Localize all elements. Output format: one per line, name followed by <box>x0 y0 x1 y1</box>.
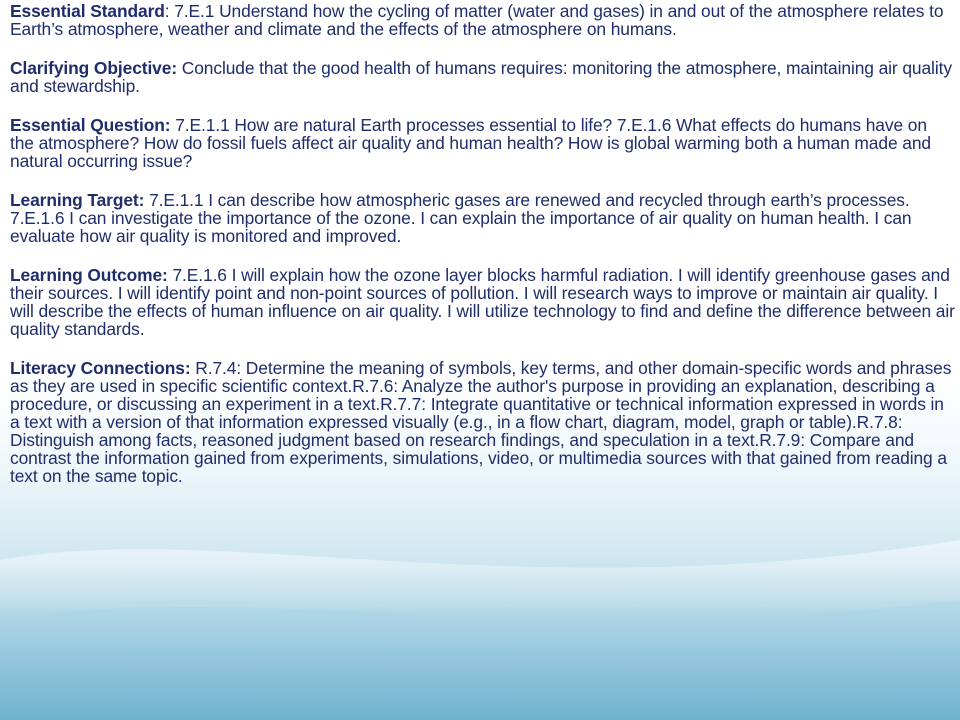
wave-highlight <box>0 540 960 620</box>
learning-outcome-label: Learning Outcome: <box>10 265 168 285</box>
clarifying-objective-paragraph <box>10 59 955 95</box>
essential-standard-paragraph <box>10 2 955 38</box>
literacy-connections-paragraph <box>10 359 955 485</box>
essential-standard-label: Essential Standard <box>10 1 165 21</box>
learning-outcome-paragraph <box>10 266 955 338</box>
learning-target-text: 7.E.1.1 I can describe how atmospheric gases are renewed and recycled through earth’s processes. 7.E.1.6 I can investigate the importance of the ozone. I can explain the importance of air quality on human health. I can evaluate how air quality is monitored and improved. <box>10 190 912 246</box>
clarifying-objective-label: Clarifying Objective: <box>10 58 178 78</box>
learning-target-paragraph <box>10 191 955 245</box>
essential-question-label: Essential Question: <box>10 115 171 135</box>
essential-question-paragraph <box>10 116 955 170</box>
essential-standard-separator: : <box>164 1 175 21</box>
learning-outcome-text: 7.E.1.6 I will explain how the ozone layer blocks harmful radiation. I will identify greenhouse gases and their sources. I will identify point and non-point sources of pollution. I will research ways to improve or maintain air quality. I will describe the effects of human influence on air quality. I will utilize technology to find and define the difference between air quality standards. <box>10 265 955 339</box>
literacy-connections-text: R.7.4: Determine the meaning of symbols, key terms, and other domain-specific words and phrases as they are used in specific scientific context.R.7.6: Analyze the author's purpose in providing an explanation, describing a procedure, or discussing an experiment in a text.R.7.7: Integrate quantitative or technical information expressed in words in a text with a version of that information expressed visually (e.g., in a flow chart, diagram, model, graph or table).R.7.8: Distinguish among facts, reasoned judgment based on research findings, and speculation in a text.R.7.9: Compare and contrast the information gained from experiments, simulations, video, or multimedia sources with that gained from reading a text on the same topic. <box>10 358 952 486</box>
essential-question-text: 7.E.1.1 How are natural Earth processes essential to life? 7.E.1.6 What effects do humans have on the atmosphere? How do fossil fuels affect air quality and human health? How is global warming both a human made and natural occurring issue? <box>10 115 931 171</box>
clarifying-objective-text: Conclude that the good health of humans requires: monitoring the atmosphere, maintaining air quality and stewardship. <box>10 58 952 96</box>
literacy-connections-label: Literacy Connections: <box>10 358 191 378</box>
essential-standard-text: 7.E.1 Understand how the cycling of matter (water and gases) in and out of the atmosphere relates to Earth’s atmosphere, weather and climate and the effects of the atmosphere on humans. <box>10 1 944 39</box>
standards-text-block <box>10 2 955 506</box>
learning-target-label: Learning Target: <box>10 190 145 210</box>
